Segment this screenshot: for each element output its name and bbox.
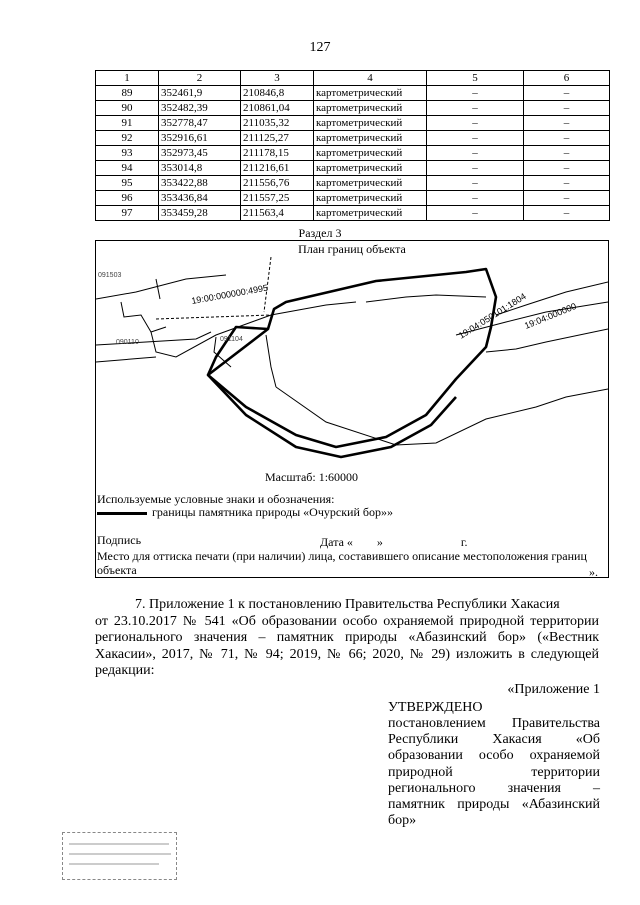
- table-cell: –: [427, 191, 524, 206]
- legend-line-symbol: [97, 512, 147, 515]
- column-header: 1: [96, 71, 159, 86]
- table-cell: картометрический: [314, 101, 427, 116]
- table-cell: 353436,84: [159, 191, 241, 206]
- paragraph-7: [95, 597, 599, 680]
- table-cell: картометрический: [314, 161, 427, 176]
- cadastral-line: [121, 302, 166, 332]
- parcel-label-fragment: 090110: [116, 339, 139, 346]
- table-cell: картометрический: [314, 146, 427, 161]
- table-cell: –: [524, 86, 610, 101]
- section-title: Раздел 3: [298, 226, 342, 240]
- table-cell: 353422,88: [159, 176, 241, 191]
- table-cell: картометрический: [314, 131, 427, 146]
- table-cell: 96: [96, 191, 159, 206]
- table-row: [96, 161, 610, 176]
- table-body: [96, 86, 610, 221]
- paragraph-7-first-line: 7. Приложение 1 к постановлению Правительства Республики Хакасия: [135, 597, 560, 612]
- table-cell: картометрический: [314, 86, 427, 101]
- table-cell: 352778,47: [159, 116, 241, 131]
- table-cell: –: [524, 146, 610, 161]
- signature-label: Подпись: [97, 533, 142, 547]
- seal-placeholder-text: Место для оттиска печати (при наличии) лица, составившего описание местоположения границ объекта: [97, 549, 587, 577]
- cadastral-line: [151, 302, 356, 357]
- table-cell: 95: [96, 176, 159, 191]
- stamp-line: [69, 843, 169, 845]
- table-cell: 211125,27: [241, 131, 314, 146]
- table-cell: 352461,9: [159, 86, 241, 101]
- table-header-row: [96, 71, 610, 86]
- table-cell: –: [427, 131, 524, 146]
- cadastral-line: [486, 329, 608, 352]
- table-row: [96, 191, 610, 206]
- table-cell: 211216,61: [241, 161, 314, 176]
- table-cell: –: [427, 206, 524, 221]
- table-cell: 90: [96, 101, 159, 116]
- scale-label: Масштаб: 1:60000: [265, 470, 359, 484]
- table-cell: –: [524, 116, 610, 131]
- leader-line: [156, 315, 271, 319]
- table-cell: –: [427, 146, 524, 161]
- cadastral-line: [366, 295, 486, 302]
- table-cell: –: [524, 206, 610, 221]
- cadastral-lines: [96, 275, 608, 445]
- table-cell: –: [524, 131, 610, 146]
- table-cell: 91: [96, 116, 159, 131]
- table-cell: –: [427, 86, 524, 101]
- table-cell: 210861,04: [241, 101, 314, 116]
- table-cell: –: [524, 101, 610, 116]
- parcel-label-fragment: 091503: [98, 272, 122, 279]
- monument-boundary: [208, 269, 496, 457]
- table-cell: –: [427, 101, 524, 116]
- table-cell: –: [524, 176, 610, 191]
- column-header: 6: [524, 71, 610, 86]
- table-row: [96, 176, 610, 191]
- parcel-label-c: 19:04:000000: [523, 300, 578, 331]
- column-header: 3: [241, 71, 314, 86]
- coordinates-table: [95, 70, 610, 221]
- table-cell: –: [524, 191, 610, 206]
- approved-body: постановлением Правительства Республики Хакасия «Об образовании особо охраняемой природной территории регионального значения – памятник природы «Абазинский бор»: [388, 716, 600, 829]
- plan-title: План границ объекта: [298, 242, 406, 256]
- table-cell: 353459,28: [159, 206, 241, 221]
- registration-stamp: [62, 832, 177, 880]
- closing-quote: ».: [589, 565, 598, 579]
- column-header: 2: [159, 71, 241, 86]
- page-number: 127: [309, 40, 331, 55]
- table-cell: 352973,45: [159, 146, 241, 161]
- table-cell: картометрический: [314, 176, 427, 191]
- table-cell: 352916,61: [159, 131, 241, 146]
- parcel-label-a: 19:00:000000:4995: [190, 282, 269, 306]
- table-row: [96, 146, 610, 161]
- table-cell: –: [427, 116, 524, 131]
- table-cell: 211035,32: [241, 116, 314, 131]
- table-cell: 211178,15: [241, 146, 314, 161]
- appendix-label: «Приложение 1: [507, 682, 600, 697]
- column-header: 4: [314, 71, 427, 86]
- stamp-line: [69, 863, 159, 865]
- table-cell: 93: [96, 146, 159, 161]
- table-cell: 94: [96, 161, 159, 176]
- column-header: 5: [427, 71, 524, 86]
- table-row: [96, 116, 610, 131]
- legend-item-label: границы памятника природы «Очурский бор»»: [152, 505, 393, 519]
- cadastral-line: [266, 335, 276, 387]
- legend-title: Используемые условные знаки и обозначения:: [97, 492, 335, 506]
- boundary-map: [96, 257, 608, 467]
- table-cell: 352482,39: [159, 101, 241, 116]
- table-cell: картометрический: [314, 206, 427, 221]
- cadastral-line: [156, 279, 160, 299]
- table-cell: 211563,4: [241, 206, 314, 221]
- table-row: [96, 86, 610, 101]
- table-cell: 97: [96, 206, 159, 221]
- parcel-label-b: 19:04:050101:1804: [456, 291, 528, 341]
- paragraph-7-body: от 23.10.2017 № 541 «Об образовании особо охраняемой природной территории регионального значения – памятник природы «Абазинский бор» («Вестник Хакасии», 2017, № 71, № 94; 2019, № 66; 2020, № 29) изложить в следующей редакции:: [95, 613, 599, 678]
- table-cell: 211556,76: [241, 176, 314, 191]
- table-cell: 211557,25: [241, 191, 314, 206]
- table-cell: картометрический: [314, 116, 427, 131]
- parcel-label-fragment: 091104: [220, 336, 243, 343]
- table-cell: 89: [96, 86, 159, 101]
- stamp-line: [69, 853, 171, 855]
- cadastral-line: [96, 357, 156, 362]
- table-cell: –: [427, 176, 524, 191]
- date-label: Дата « » г.: [320, 535, 468, 549]
- table-row: [96, 206, 610, 221]
- table-cell: –: [427, 161, 524, 176]
- table-cell: 353014,8: [159, 161, 241, 176]
- table-cell: картометрический: [314, 191, 427, 206]
- table-cell: –: [524, 161, 610, 176]
- approved-heading: УТВЕРЖДЕНО: [388, 700, 483, 715]
- table-row: [96, 101, 610, 116]
- table-cell: 210846,8: [241, 86, 314, 101]
- table-row: [96, 131, 610, 146]
- table-cell: 92: [96, 131, 159, 146]
